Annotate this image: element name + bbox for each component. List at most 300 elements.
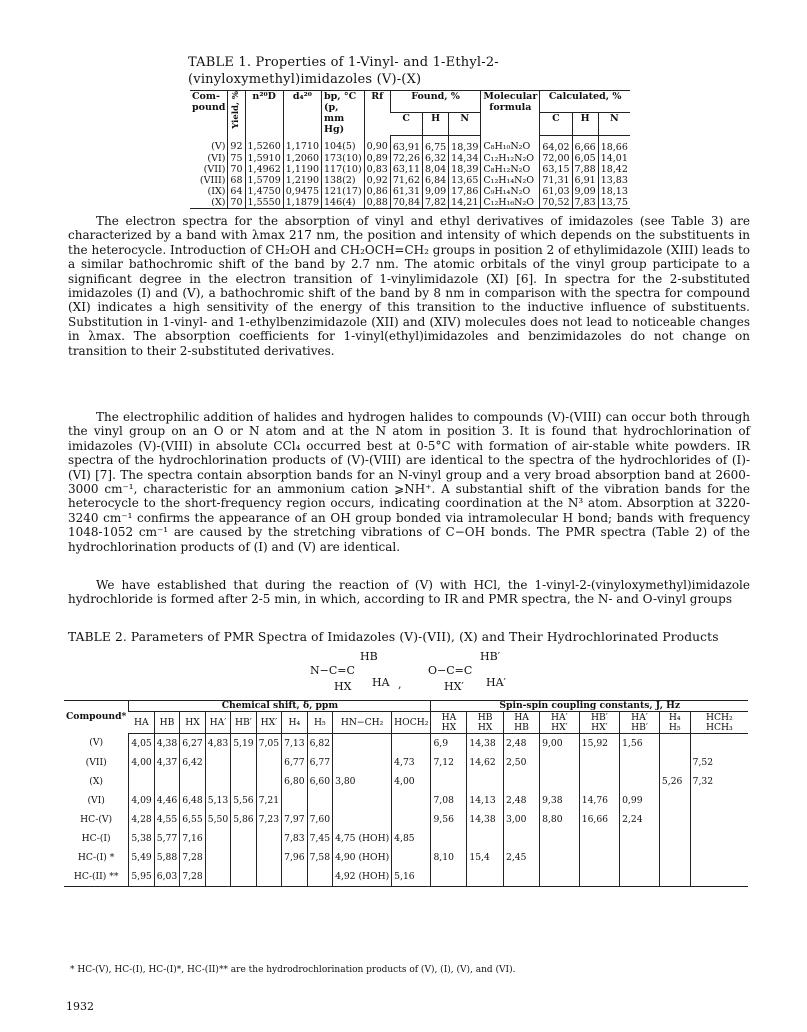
- t1-cell-fc: 63,91: [390, 135, 422, 153]
- t2-cell: [205, 867, 230, 887]
- t2-cell: 0,99: [620, 791, 660, 810]
- t2-cell: [620, 772, 660, 791]
- t2-header-compound: Compound*: [64, 701, 129, 734]
- t1-cell-ch: 6,05: [572, 153, 598, 164]
- t1-header-formula: Molecular formula: [481, 91, 540, 136]
- t2-subheader: H₄ H₅: [659, 712, 690, 734]
- t1-cell-fh: 8,04: [423, 164, 449, 175]
- t2-subheader: HB′: [231, 712, 256, 734]
- t2-cell: 4,00: [129, 753, 154, 772]
- t1-cell-compound: (IX): [207, 185, 226, 197]
- t2-cell: [620, 829, 660, 848]
- t2-subheader: HA′ HB′: [620, 712, 660, 734]
- t1-cell-cc: 64,02: [540, 135, 572, 153]
- t2-cell-compound: (V): [89, 737, 104, 749]
- table2: [64, 700, 748, 887]
- t2-cell: [659, 848, 690, 867]
- t1-cell-formula: C₁₂H₁₄N₂O: [481, 175, 540, 186]
- t1-cell-cn: 14,01: [598, 153, 630, 164]
- t2-cell: [180, 772, 205, 791]
- table2-caption: TABLE 2. Parameters of PMR Spectra of Imidazoles (V)-(VII), (X) and Their Hydrochlorinated Products: [68, 630, 719, 644]
- t1-cell-cn: 13,75: [598, 197, 630, 209]
- t1-header-nd: n²⁰D: [245, 91, 283, 136]
- t2-cell: 6,80: [282, 772, 307, 791]
- t2-cell: 5,38: [129, 829, 154, 848]
- t2-cell: [282, 867, 307, 887]
- t1-cell-fc: 72,26: [390, 153, 422, 164]
- t2-cell: 7,58: [307, 848, 332, 867]
- struct-comma: ,: [398, 678, 402, 691]
- t1-cell-d: 0,9475: [283, 186, 321, 197]
- t2-cell: [579, 867, 619, 887]
- t1-cell-fn: 13,65: [449, 175, 481, 186]
- t2-cell: [231, 772, 256, 791]
- body-text-1: [68, 214, 750, 358]
- t2-cell: 4,73: [392, 753, 431, 772]
- t1-header-found: Found, %: [390, 91, 481, 113]
- t2-cell: 7,45: [307, 829, 332, 848]
- paragraph: We have established that during the reaction of (V) with HCl, the 1-vinyl-2-(vinyloxymethyl)imidazole hydrochloride is formed after 2-5 min, in which, according to IR and PMR spectra, the N- and O-vinyl groups: [68, 578, 750, 607]
- t2-cell: 4,00: [392, 772, 431, 791]
- t2-cell: [620, 867, 660, 887]
- t1-cell-yield: 75: [228, 153, 245, 164]
- t2-cell: 4,38: [154, 734, 179, 754]
- t2-cell: [256, 772, 281, 791]
- t2-cell-compound: HC-(I): [81, 832, 111, 844]
- t1-cell-formula: C₁₂H₁₆N₂O: [481, 197, 540, 209]
- t2-cell: 3,00: [503, 810, 539, 829]
- t2-cell: 7,96: [282, 848, 307, 867]
- t2-cell: 15,92: [579, 734, 619, 754]
- struct-hbp: HB′: [480, 650, 501, 663]
- t2-cell: [205, 829, 230, 848]
- t2-cell: 7,13: [282, 734, 307, 754]
- t2-cell: 4,75 (HOH): [333, 829, 392, 848]
- t2-cell: [579, 829, 619, 848]
- t2-cell-compound: HC-(V): [80, 813, 113, 825]
- t1-cell-fc: 61,31: [390, 186, 422, 197]
- t2-cell: [333, 791, 392, 810]
- t2-cell: [431, 867, 467, 887]
- paragraph: The electron spectra for the absorption of vinyl and ethyl derivatives of imidazoles (see Table 3) are characterized by a band with λmax 217 nm, the position and intensity of which depends on the substituents in the heterocycle. Introduction of CH₂OH and CH₂OCH=CH₂ groups in position 2 of ethylimidazole (XIII) leads to a similar bathochromic shift of the band by 2.7 nm. The atomic orbitals of the vinyl group participate to a significant degree in the electron transition of 1-vinylimidazole (XI) [6]. In spectra for the 2-substituted imidazoles (I) and (V), a bathochromic shift of the band by 8 nm in comparison with the spectra for compound (XI) indicates a high sensitivity of the energy of this transition to the inductive influence of substituents. Substitution in 1-vinyl- and 1-ethylbenzimidazole (XII) and (XIV) molecules does not lead to noticeable changes in λmax. The absorption coefficients for 1-vinyl(ethyl)imidazoles and benzimidazoles do not change on transition to their 2-substituted derivatives.: [68, 214, 750, 358]
- t2-cell: [256, 753, 281, 772]
- t2-subheader: H₅: [307, 712, 332, 734]
- t2-subheader: HA HB: [503, 712, 539, 734]
- t1-cell-nd: 1,5709: [245, 175, 283, 186]
- t1-cell-nd: 1,5910: [245, 153, 283, 164]
- t2-row: [64, 867, 748, 887]
- t2-cell: 7,05: [256, 734, 281, 754]
- t1-header-yield: Yield, %: [228, 91, 245, 136]
- t1-cell-bp: 117(10): [322, 164, 365, 175]
- t1-header-bp: bp, °C (p, mm Hg): [322, 91, 365, 136]
- t2-cell: [659, 753, 690, 772]
- t2-cell: 7,83: [282, 829, 307, 848]
- t1-cell-yield: 68: [228, 175, 245, 186]
- t1-cell-d: 1,1879: [283, 197, 321, 209]
- t2-cell: [503, 867, 539, 887]
- t2-cell: [231, 753, 256, 772]
- t2-cell: 7,16: [180, 829, 205, 848]
- body-text-3: [68, 578, 750, 607]
- t2-cell: 8,10: [431, 848, 467, 867]
- t2-cell: [231, 829, 256, 848]
- t2-subheader: HOCH₂: [392, 712, 431, 734]
- t1-cell-ch: 7,88: [572, 164, 598, 175]
- t2-cell: 9,00: [540, 734, 580, 754]
- t1-cell-d: 1,1190: [283, 164, 321, 175]
- t2-cell: 6,27: [180, 734, 205, 754]
- t2-header-coupling: Spin-spin coupling constants, J, Hz: [431, 701, 748, 712]
- t2-cell: [154, 772, 179, 791]
- t2-cell: [503, 829, 539, 848]
- t2-cell: 2,45: [503, 848, 539, 867]
- t2-cell: 7,52: [690, 753, 748, 772]
- t1-header-calc-c: C: [540, 113, 572, 135]
- t2-cell: 7,12: [431, 753, 467, 772]
- t1-cell-bp: 146(4): [322, 197, 365, 209]
- t1-cell-fc: 70,84: [390, 197, 422, 209]
- t2-cell: [256, 848, 281, 867]
- t1-cell-fh: 6,32: [423, 153, 449, 164]
- t2-cell: 4,37: [154, 753, 179, 772]
- t2-cell: 15,4: [467, 848, 504, 867]
- body-text-2: [68, 410, 750, 554]
- t2-cell: 6,77: [282, 753, 307, 772]
- struct-right: O−C=C: [428, 664, 473, 677]
- t2-cell: 7,32: [690, 772, 748, 791]
- t2-cell: 14,38: [467, 734, 504, 754]
- t1-cell-cn: 18,13: [598, 186, 630, 197]
- t2-cell: 14,38: [467, 810, 504, 829]
- t2-cell: [129, 772, 154, 791]
- t2-cell: [333, 810, 392, 829]
- t2-cell: [540, 867, 580, 887]
- t2-cell: 5,19: [231, 734, 256, 754]
- t2-row: [64, 734, 748, 754]
- table1-caption: TABLE 1. Properties of 1-Vinyl- and 1-Ethyl-2-(vinyloxymethyl)imidazoles (V)-(X): [188, 55, 499, 87]
- table1: [190, 90, 630, 209]
- t2-cell: 7,28: [180, 867, 205, 887]
- t2-cell: 14,13: [467, 791, 504, 810]
- t1-cell-rf: 0,86: [364, 186, 390, 197]
- t2-cell: 4,09: [129, 791, 154, 810]
- t1-header-compound: Com-pound: [190, 91, 228, 136]
- t1-cell-rf: 0,88: [364, 197, 390, 209]
- t1-cell-ch: 9,09: [572, 186, 598, 197]
- t2-cell: 4,92 (HOH): [333, 867, 392, 887]
- t1-cell-cc: 63,15: [540, 164, 572, 175]
- t2-cell: 5,49: [129, 848, 154, 867]
- t2-cell: 8,80: [540, 810, 580, 829]
- t1-cell-formula: C₁₂H₁₂N₂O: [481, 153, 540, 164]
- t1-header-calc-n: N: [598, 113, 630, 135]
- t1-cell-yield: 70: [228, 164, 245, 175]
- t1-cell-compound: (X): [190, 197, 228, 209]
- t1-row: [190, 197, 630, 209]
- t2-cell: 4,90 (HOH): [333, 848, 392, 867]
- t2-row: [64, 791, 748, 810]
- t1-row: [190, 153, 630, 164]
- t2-cell: [392, 810, 431, 829]
- t2-row: [64, 753, 748, 772]
- t1-row: [190, 186, 630, 197]
- t1-cell-nd: 1,5550: [245, 197, 283, 209]
- t2-cell: 6,60: [307, 772, 332, 791]
- t1-header-found-h: H: [423, 113, 449, 135]
- t2-cell: 1,56: [620, 734, 660, 754]
- t2-cell: [231, 848, 256, 867]
- t2-cell: 9,38: [540, 791, 580, 810]
- t2-cell: [333, 734, 392, 754]
- t2-header-shift: Chemical shift, δ, ppm: [129, 701, 431, 712]
- t1-cell-ch: 6,91: [572, 175, 598, 186]
- t1-cell-yield: 64: [228, 186, 245, 197]
- t2-cell: 5,56: [231, 791, 256, 810]
- struct-left: N−C=C: [310, 664, 355, 677]
- t1-cell-formula: C₈H₁₀N₂O: [481, 135, 540, 153]
- t1-header-d: d₄²⁰: [283, 91, 321, 136]
- t2-cell: 2,48: [503, 791, 539, 810]
- t1-cell-fc: 63,11: [390, 164, 422, 175]
- t1-cell-cn: 18,42: [598, 164, 630, 175]
- t2-row: [64, 810, 748, 829]
- t1-header-rf: Rf: [364, 91, 390, 136]
- t1-row: [190, 175, 630, 186]
- t2-cell: [307, 791, 332, 810]
- t2-cell: 5,77: [154, 829, 179, 848]
- t2-cell: [307, 867, 332, 887]
- t2-cell: [392, 791, 431, 810]
- t2-cell: [690, 810, 748, 829]
- t2-subheader: HX: [180, 712, 205, 734]
- t1-cell-rf: 0,90: [364, 135, 390, 153]
- t1-header-found-n: N: [449, 113, 481, 135]
- t2-row: [64, 829, 748, 848]
- t2-cell: 5,26: [659, 772, 690, 791]
- t2-cell: [540, 829, 580, 848]
- t1-row: [190, 135, 630, 153]
- t1-cell-formula: C₉H₁₄N₂O: [481, 186, 540, 197]
- t2-cell: 3,80: [333, 772, 392, 791]
- t2-cell: 7,28: [180, 848, 205, 867]
- t2-cell: [205, 848, 230, 867]
- t1-cell-d: 1,2060: [283, 153, 321, 164]
- t1-cell-d: 1,1710: [283, 135, 321, 153]
- t1-cell-fn: 17,86: [449, 186, 481, 197]
- t2-subheader: HA: [129, 712, 154, 734]
- t2-cell: [256, 829, 281, 848]
- t2-cell-compound: HC-(I) *: [77, 851, 115, 863]
- t2-cell: [659, 867, 690, 887]
- t2-cell: 2,24: [620, 810, 660, 829]
- t2-row: [64, 772, 748, 791]
- t2-cell-compound: HC-(II) **: [64, 867, 129, 887]
- t2-cell-compound: (VII): [85, 756, 107, 768]
- t2-cell: 5,88: [154, 848, 179, 867]
- t2-cell: 7,23: [256, 810, 281, 829]
- t2-cell: [690, 829, 748, 848]
- t2-cell: [503, 772, 539, 791]
- t2-cell: [690, 791, 748, 810]
- t2-subheader: HB′ HX′: [579, 712, 619, 734]
- t2-cell: 7,21: [256, 791, 281, 810]
- t1-cell-rf: 0,83: [364, 164, 390, 175]
- t1-header-found-c: C: [390, 113, 422, 135]
- t2-cell: 14,62: [467, 753, 504, 772]
- t2-cell: 4,55: [154, 810, 179, 829]
- t2-cell: 5,13: [205, 791, 230, 810]
- t2-cell: 6,82: [307, 734, 332, 754]
- t2-cell: [256, 867, 281, 887]
- t2-subheader: HX′: [256, 712, 281, 734]
- vinyl-structure: [300, 650, 520, 694]
- t2-cell: 14,76: [579, 791, 619, 810]
- t2-cell: 4,05: [129, 734, 154, 754]
- t1-cell-compound: (VII): [203, 163, 226, 175]
- struct-ha: HA: [372, 676, 390, 689]
- t2-cell: 5,50: [205, 810, 230, 829]
- t1-cell-nd: 1,5260: [245, 135, 283, 153]
- t2-cell-compound: (VI): [87, 794, 105, 806]
- t2-cell: [282, 791, 307, 810]
- page-number: 1932: [66, 1000, 94, 1013]
- t2-cell: 2,50: [503, 753, 539, 772]
- t1-header-calculated: Calculated, %: [540, 91, 630, 113]
- t1-cell-bp: 104(5): [322, 135, 365, 153]
- t1-cell-fh: 6,75: [423, 135, 449, 153]
- paragraph: The electrophilic addition of halides and hydrogen halides to compounds (V)-(VIII) can occur both through the vinyl group on an O or N atom and at the N atom in position 3. It is found that hydrochlorination of imidazoles (V)-(VIII) in absolute CCl₄ occurred best at 0-5°C with formation of air-stable white powders. IR spectra of the hydrochlorination products of (V)-(VIII) are identical to the spectra of the hydrochlorides of (I)-(VI) [7]. The spectra contain absorption bands for an N-vinyl group and a very broad absorption band at 2600-3000 cm⁻¹, characteristic for an ammonium cation ⩾NH⁺. A substantial shift of the vibration bands for the heterocycle to the short-frequency region occurs, indicating coordination at the N³ atom. Absorption at 3220-3240 cm⁻¹ confirms the appearance of an OH group bonded via intramolecular H bond; bands with frequency 1048-1052 cm⁻¹ are caused by the stretching vibrations of C−OH bonds. The PMR spectra (Table 2) of the hydrochlorination products of (I) and (V) are identical.: [68, 410, 750, 554]
- t2-cell: [540, 753, 580, 772]
- t1-row: [190, 164, 630, 175]
- t2-cell: [431, 772, 467, 791]
- t1-cell-cc: 72,00: [540, 153, 572, 164]
- t1-cell-fh: 9,09: [423, 186, 449, 197]
- t2-cell: 6,77: [307, 753, 332, 772]
- t1-cell-bp: 173(10): [322, 153, 365, 164]
- t1-cell-compound: (VIII): [199, 174, 226, 186]
- t2-cell: [690, 734, 748, 754]
- t2-cell: [579, 753, 619, 772]
- t2-cell: 4,83: [205, 734, 230, 754]
- t1-cell-fn: 18,39: [449, 135, 481, 153]
- t2-cell-compound: (X): [89, 775, 104, 787]
- t2-cell: 6,48: [180, 791, 205, 810]
- t2-cell: [392, 734, 431, 754]
- t2-cell: [659, 810, 690, 829]
- t1-cell-fn: 14,21: [449, 197, 481, 209]
- t2-cell: 2,48: [503, 734, 539, 754]
- t1-cell-cc: 61,03: [540, 186, 572, 197]
- t2-cell: [333, 753, 392, 772]
- t2-cell: [659, 829, 690, 848]
- t2-subheader: HA HX: [431, 712, 467, 734]
- t1-cell-cn: 18,66: [598, 135, 630, 153]
- t2-cell: [659, 791, 690, 810]
- t2-cell: [659, 734, 690, 754]
- t2-cell: [467, 867, 504, 887]
- t1-cell-compound: (V): [211, 141, 226, 152]
- t1-cell-fh: 6,84: [423, 175, 449, 186]
- t2-cell: [392, 848, 431, 867]
- t2-cell: [579, 848, 619, 867]
- struct-hx: HX: [334, 680, 352, 693]
- t1-header-calc-h: H: [572, 113, 598, 135]
- t1-cell-ch: 7,83: [572, 197, 598, 209]
- t2-cell: [579, 772, 619, 791]
- t1-cell-bp: 121(17): [322, 186, 365, 197]
- t1-cell-nd: 1,4962: [245, 164, 283, 175]
- t2-cell: 5,16: [392, 867, 431, 887]
- t2-row: [64, 848, 748, 867]
- t2-cell: [690, 848, 748, 867]
- t2-cell: 9,56: [431, 810, 467, 829]
- t2-cell: 7,60: [307, 810, 332, 829]
- t2-cell: 16,66: [579, 810, 619, 829]
- t1-cell-bp: 138(2): [322, 175, 365, 186]
- t2-cell: 6,42: [180, 753, 205, 772]
- t2-cell: [231, 867, 256, 887]
- t2-cell: [540, 848, 580, 867]
- struct-hap: HA′: [486, 676, 507, 689]
- t2-subheader: HB HX: [467, 712, 504, 734]
- t2-cell: 7,97: [282, 810, 307, 829]
- t1-cell-yield: 70: [228, 197, 245, 209]
- t1-cell-ch: 6,66: [572, 135, 598, 153]
- t2-cell: 7,08: [431, 791, 467, 810]
- t2-cell: 4,46: [154, 791, 179, 810]
- t2-subheader: HA′: [205, 712, 230, 734]
- struct-hxp: HX′: [444, 680, 464, 693]
- t1-cell-nd: 1,4750: [245, 186, 283, 197]
- t2-cell: [620, 753, 660, 772]
- t2-cell: [467, 829, 504, 848]
- t1-cell-rf: 0,92: [364, 175, 390, 186]
- t1-cell-cc: 70,52: [540, 197, 572, 209]
- t1-cell-cn: 13,83: [598, 175, 630, 186]
- t2-cell: 6,55: [180, 810, 205, 829]
- t2-subheader: HN−CH₂: [333, 712, 392, 734]
- t2-cell: 4,28: [129, 810, 154, 829]
- t2-cell: 5,95: [129, 867, 154, 887]
- t1-cell-fh: 7,82: [423, 197, 449, 209]
- t2-subheader: H₄: [282, 712, 307, 734]
- t1-cell-fn: 14,34: [449, 153, 481, 164]
- t1-cell-compound: (VI): [207, 152, 226, 164]
- t2-cell: [431, 829, 467, 848]
- t2-subheader: HA′ HX′: [540, 712, 580, 734]
- t1-cell-fc: 71,62: [390, 175, 422, 186]
- struct-hb: HB: [360, 650, 378, 663]
- t2-cell: [205, 753, 230, 772]
- t2-cell: [690, 867, 748, 887]
- t2-cell: 6,9: [431, 734, 467, 754]
- t1-cell-formula: C₈H₁₂N₂O: [481, 164, 540, 175]
- t2-subheader: HCH₂ HCH₃: [690, 712, 748, 734]
- t1-cell-d: 1,2190: [283, 175, 321, 186]
- table2-footnote: * HC-(V), HC-(I), HC-(I)*, HC-(II)** are the hydrodrochlorination products of (V), (I), (V), and (VI).: [70, 965, 516, 975]
- t2-cell: [205, 772, 230, 791]
- t2-cell: 6,03: [154, 867, 179, 887]
- t2-subheader: HB: [154, 712, 179, 734]
- t2-cell: 5,86: [231, 810, 256, 829]
- t2-cell: [620, 848, 660, 867]
- t1-cell-fn: 18,39: [449, 164, 481, 175]
- t1-cell-yield: 92: [228, 135, 245, 153]
- t2-cell: [540, 772, 580, 791]
- t1-cell-cc: 71,31: [540, 175, 572, 186]
- t2-cell: [467, 772, 504, 791]
